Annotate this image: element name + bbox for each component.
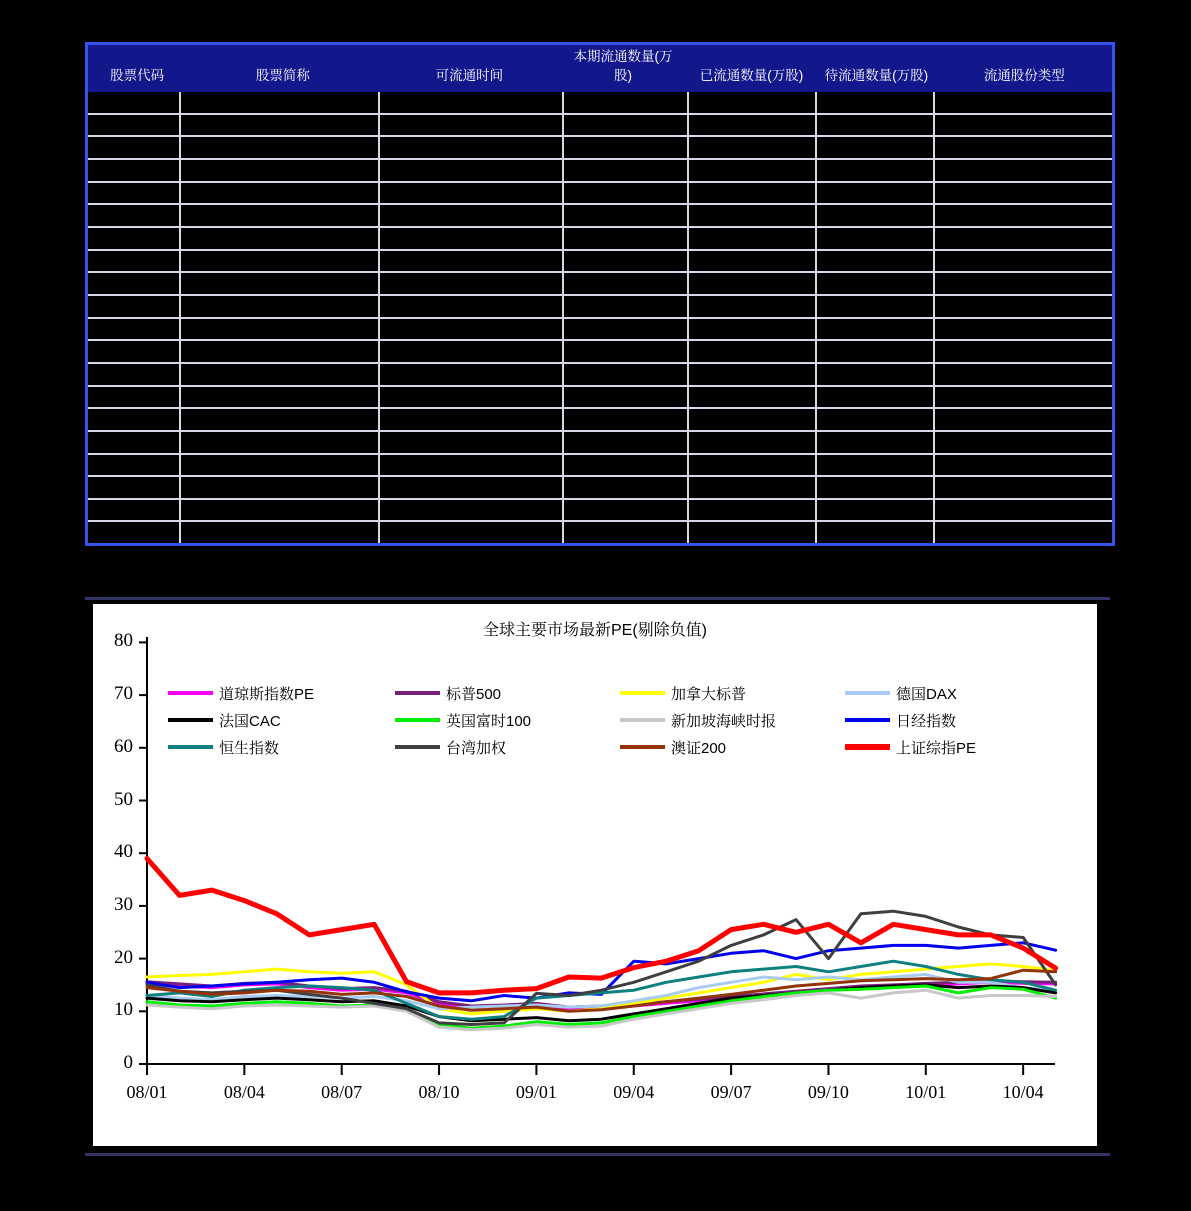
table-cell (179, 409, 378, 430)
table-cell (815, 296, 933, 317)
table-row (88, 339, 1112, 362)
legend-line-swatch (168, 718, 213, 722)
table-cell (179, 341, 378, 362)
table-cell (687, 455, 815, 476)
legend-label: 道琼斯指数PE (219, 685, 315, 703)
y-axis-label: 50 (114, 788, 133, 810)
pe-chart (93, 604, 1097, 1146)
table-cell (933, 477, 1112, 498)
legend-item (845, 736, 976, 758)
table-row (88, 498, 1112, 521)
table-cell (933, 500, 1112, 521)
table-cell (378, 228, 562, 249)
table-cell (88, 319, 179, 340)
legend-item (845, 682, 957, 704)
table-cell (378, 432, 562, 453)
legend-line-swatch (620, 745, 665, 749)
table-cell (378, 183, 562, 204)
table-cell (88, 364, 179, 385)
table-cell (562, 364, 688, 385)
legend-label: 恒生指数 (219, 739, 280, 757)
table-cell (562, 522, 688, 543)
table-cell (179, 183, 378, 204)
table-cell (687, 115, 815, 136)
table-cell (88, 477, 179, 498)
table-cell (815, 341, 933, 362)
table-cell (562, 455, 688, 476)
table-row (88, 520, 1112, 543)
table-cell (88, 92, 179, 113)
table-cell (88, 251, 179, 272)
table-cell (687, 432, 815, 453)
table-cell (179, 205, 378, 226)
table-cell (815, 160, 933, 181)
table-cell (562, 409, 688, 430)
legend-label: 英国富时100 (446, 712, 532, 730)
table-cell (179, 387, 378, 408)
table-cell (179, 319, 378, 340)
table-row (88, 362, 1112, 385)
table-cell (815, 500, 933, 521)
legend-item (395, 709, 531, 731)
table-row (88, 294, 1112, 317)
table-cell (88, 273, 179, 294)
table-cell (815, 115, 933, 136)
table-cell (815, 319, 933, 340)
x-axis-label: 08/10 (418, 1082, 460, 1102)
legend-label: 新加坡海峡时报 (671, 712, 777, 730)
y-axis-label: 40 (114, 841, 133, 863)
legend-label: 标普500 (446, 685, 502, 703)
legend-line-swatch (168, 691, 213, 695)
table-cell (815, 183, 933, 204)
table-cell (815, 432, 933, 453)
table-cell (378, 273, 562, 294)
table-cell (687, 341, 815, 362)
table-cell (815, 455, 933, 476)
table-row (88, 475, 1112, 498)
table-cell (687, 160, 815, 181)
y-axis-label: 0 (123, 1052, 133, 1073)
table-cell (562, 160, 688, 181)
table-cell (179, 455, 378, 476)
table-cell (562, 477, 688, 498)
table-cell (815, 92, 933, 113)
table-cell (562, 387, 688, 408)
table-cell (933, 228, 1112, 249)
table-cell (687, 387, 815, 408)
legend-item (168, 736, 279, 758)
x-axis-label: 08/01 (126, 1082, 168, 1102)
table-row (88, 226, 1112, 249)
table-cell (378, 137, 562, 158)
table-cell (88, 341, 179, 362)
legend-line-swatch (620, 691, 665, 695)
column-header: 已流通数量(万股) (699, 68, 804, 84)
table-cell (933, 251, 1112, 272)
y-axis-label: 70 (114, 683, 133, 705)
legend-line-swatch (845, 691, 890, 695)
table-row (88, 203, 1112, 226)
table-cell (88, 522, 179, 543)
table-cell (687, 477, 815, 498)
table-cell (562, 228, 688, 249)
x-axis-label: 09/01 (515, 1082, 557, 1102)
legend-line-swatch (168, 745, 213, 749)
table-cell (815, 364, 933, 385)
table-body (88, 92, 1112, 543)
y-axis-label: 60 (114, 735, 133, 757)
legend-item (395, 736, 506, 758)
table-cell (179, 273, 378, 294)
table-cell (378, 364, 562, 385)
table-cell (378, 319, 562, 340)
column-header: 可流通时间 (435, 68, 504, 84)
legend-item (620, 709, 776, 731)
table-cell (933, 341, 1112, 362)
table-cell (179, 160, 378, 181)
table-cell (179, 92, 378, 113)
table-cell (562, 432, 688, 453)
legend-label: 日经指数 (896, 712, 957, 730)
table-cell (88, 432, 179, 453)
legend-label: 加拿大标普 (671, 685, 747, 703)
table-cell (378, 251, 562, 272)
table-cell (378, 92, 562, 113)
y-axis-label: 20 (114, 946, 133, 968)
table-cell (933, 205, 1112, 226)
table-cell (378, 160, 562, 181)
table-cell (88, 115, 179, 136)
column-header: 股票简称 (255, 68, 310, 84)
table-cell (687, 137, 815, 158)
legend-line-swatch (845, 744, 890, 750)
table-cell (88, 409, 179, 430)
table-cell (179, 115, 378, 136)
legend-item (168, 709, 281, 731)
legend-item (845, 709, 956, 731)
legend-item (395, 682, 501, 704)
table-cell (815, 387, 933, 408)
column-header: 待流通数量(万股) (824, 68, 929, 84)
y-axis-label: 80 (114, 630, 133, 652)
table-cell (815, 251, 933, 272)
table-cell (687, 364, 815, 385)
top-rule (85, 597, 1110, 600)
legend-item (620, 736, 726, 758)
table-cell (815, 477, 933, 498)
table-cell (88, 455, 179, 476)
table-row (88, 135, 1112, 158)
bottom-rule (85, 1153, 1110, 1156)
table-cell (88, 137, 179, 158)
table-cell (933, 432, 1112, 453)
table-cell (88, 387, 179, 408)
table-row (88, 453, 1112, 476)
legend-label: 上证综指PE (896, 739, 977, 757)
table-cell (378, 387, 562, 408)
y-axis-label: 30 (114, 893, 133, 915)
legend-line-swatch (395, 691, 440, 695)
table-cell (179, 522, 378, 543)
table-cell (562, 273, 688, 294)
table-cell (687, 183, 815, 204)
table-cell (933, 364, 1112, 385)
legend-item (620, 682, 746, 704)
table-row (88, 181, 1112, 204)
legend-label: 澳证200 (671, 739, 727, 757)
table-cell (88, 183, 179, 204)
chart-title: 全球主要市场最新PE(剔除负值) (482, 622, 707, 639)
table-cell (88, 205, 179, 226)
release-schedule-table (85, 42, 1115, 546)
table-cell (378, 341, 562, 362)
table-cell (562, 500, 688, 521)
column-header: 流通股份类型 (983, 68, 1065, 84)
legend-item (168, 682, 314, 704)
table-cell (179, 296, 378, 317)
table-cell (933, 137, 1112, 158)
table-cell (933, 319, 1112, 340)
series-line-上证综指PE (147, 859, 1056, 993)
table-cell (88, 228, 179, 249)
legend-label: 德国DAX (896, 685, 957, 703)
table-row (88, 158, 1112, 181)
x-axis-label: 08/04 (223, 1082, 265, 1102)
table-row (88, 407, 1112, 430)
table-cell (687, 522, 815, 543)
x-axis-label: 10/04 (1002, 1082, 1044, 1102)
table-cell (687, 500, 815, 521)
table-row (88, 430, 1112, 453)
legend-line-swatch (845, 718, 890, 722)
table-cell (815, 522, 933, 543)
table-cell (687, 251, 815, 272)
table-cell (179, 500, 378, 521)
table-cell (933, 160, 1112, 181)
x-axis-label: 09/07 (710, 1082, 752, 1102)
table-cell (933, 455, 1112, 476)
table-cell (687, 409, 815, 430)
table-cell (378, 115, 562, 136)
table-cell (815, 409, 933, 430)
legend-line-swatch (395, 718, 440, 722)
table-cell (933, 522, 1112, 543)
table-cell (378, 522, 562, 543)
table-cell (562, 183, 688, 204)
table-row (88, 317, 1112, 340)
table-header-row (88, 45, 1112, 92)
table-cell (88, 500, 179, 521)
column-header: 股票代码 (110, 68, 165, 84)
table-cell (687, 92, 815, 113)
table-cell (815, 137, 933, 158)
y-axis-label: 10 (114, 999, 133, 1021)
table-cell (179, 228, 378, 249)
x-axis-label: 10/01 (905, 1082, 947, 1102)
table-cell (687, 228, 815, 249)
table-cell (179, 477, 378, 498)
table-cell (88, 160, 179, 181)
table-cell (815, 273, 933, 294)
table-cell (378, 409, 562, 430)
table-cell (179, 251, 378, 272)
legend-line-swatch (620, 718, 665, 722)
x-axis-label: 08/07 (321, 1082, 363, 1102)
table-cell (378, 477, 562, 498)
table-row (88, 92, 1112, 113)
table-cell (687, 273, 815, 294)
table-cell (933, 92, 1112, 113)
table-cell (378, 500, 562, 521)
x-axis-label: 09/04 (613, 1082, 655, 1102)
table-cell (378, 205, 562, 226)
x-axis-label: 09/10 (807, 1082, 849, 1102)
table-cell (88, 296, 179, 317)
table-cell (562, 137, 688, 158)
table-cell (562, 341, 688, 362)
table-cell (562, 296, 688, 317)
table-cell (562, 115, 688, 136)
table-cell (378, 455, 562, 476)
table-cell (562, 319, 688, 340)
table-cell (933, 387, 1112, 408)
table-cell (687, 319, 815, 340)
table-cell (815, 228, 933, 249)
table-cell (562, 251, 688, 272)
table-cell (687, 205, 815, 226)
table-cell (933, 296, 1112, 317)
table-cell (687, 296, 815, 317)
table-cell (815, 205, 933, 226)
table-row (88, 113, 1112, 136)
table-cell (562, 205, 688, 226)
table-cell (562, 92, 688, 113)
legend-label: 台湾加权 (446, 739, 507, 757)
legend-label: 法国CAC (219, 712, 281, 730)
table-cell (933, 409, 1112, 430)
table-row (88, 271, 1112, 294)
table-cell (933, 115, 1112, 136)
table-row (88, 385, 1112, 408)
table-row (88, 249, 1112, 272)
table-cell (179, 137, 378, 158)
legend-line-swatch (395, 745, 440, 749)
table-cell (378, 296, 562, 317)
table-cell (179, 364, 378, 385)
table-cell (933, 183, 1112, 204)
table-cell (933, 273, 1112, 294)
table-cell (179, 432, 378, 453)
column-header: 本期流通数量(万股) (573, 49, 673, 84)
